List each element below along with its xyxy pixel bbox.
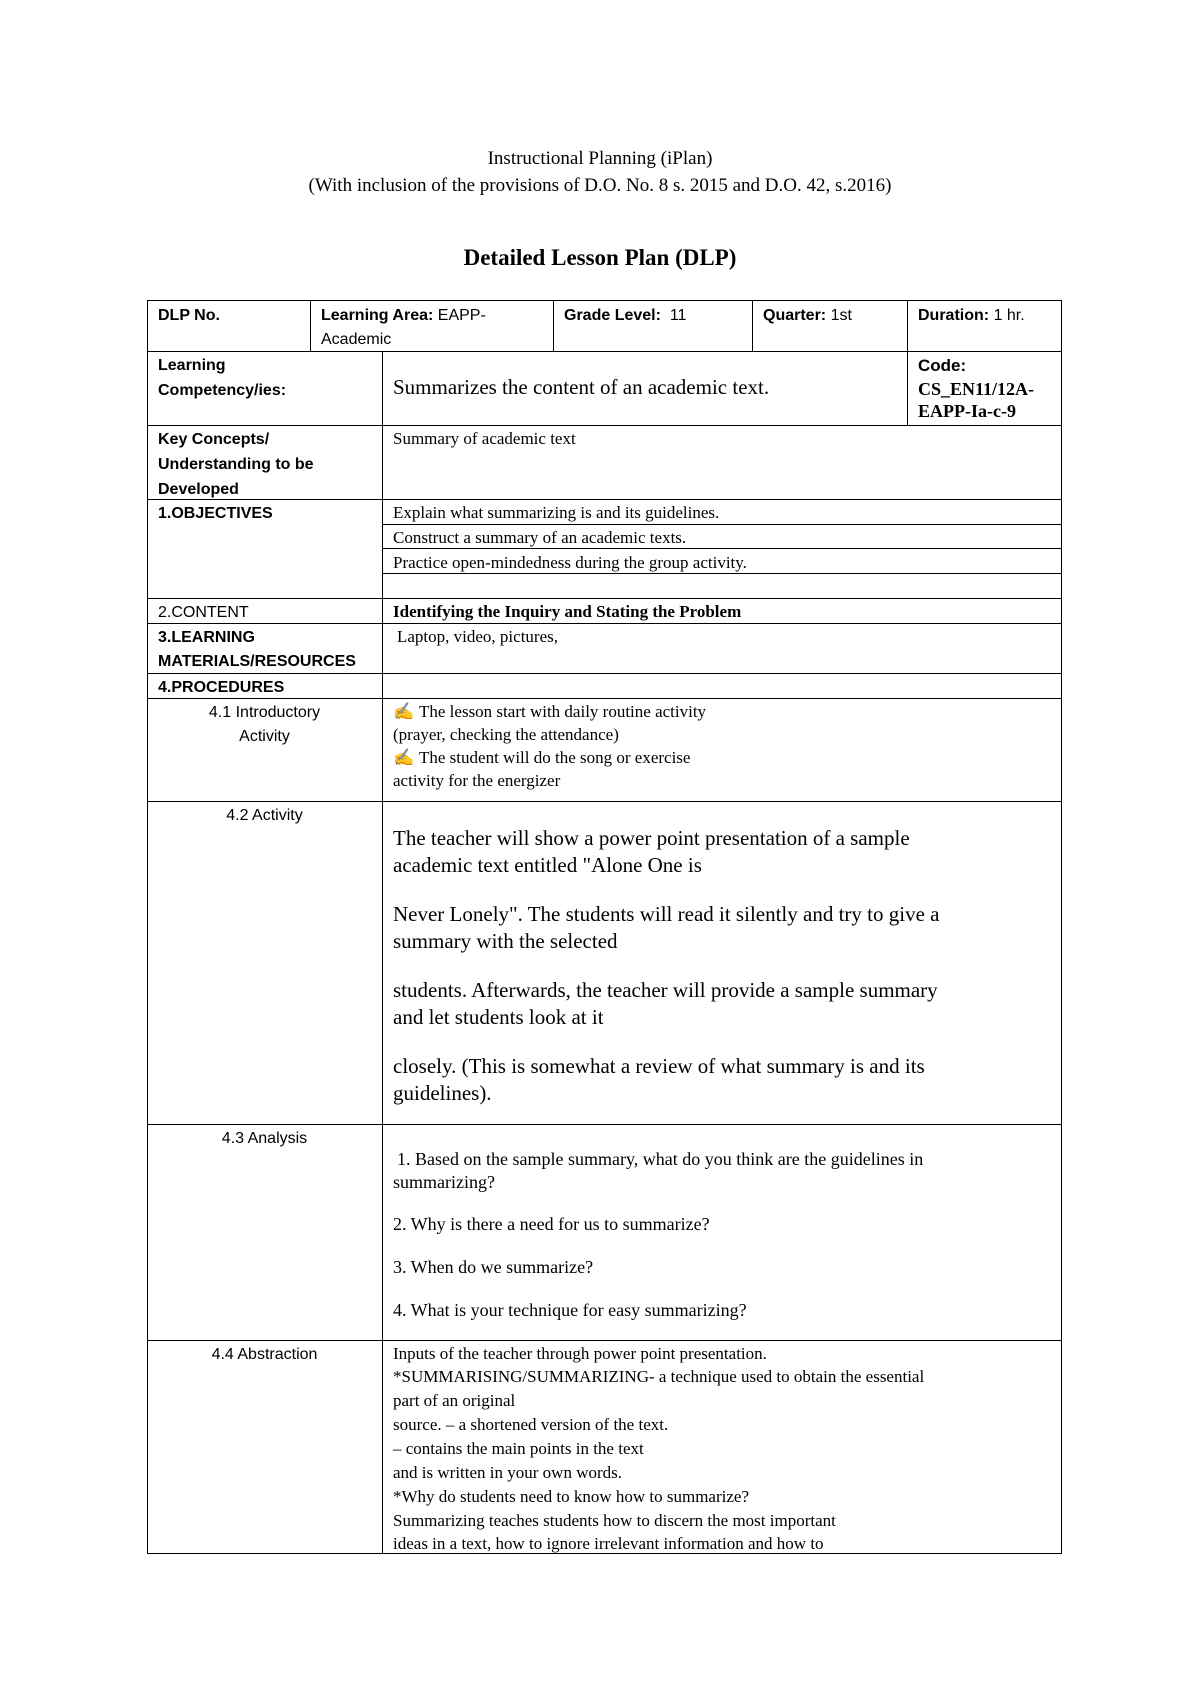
introductory-label-2: Activity <box>239 728 290 745</box>
quarter-field <box>763 306 852 325</box>
objective-item: Explain what summarizing is and its guidelines. <box>393 503 720 522</box>
abstraction-line: source. – a shortened version of the text. <box>393 1415 669 1434</box>
materials-label-1: 3.LEARNING <box>158 629 255 646</box>
abstraction-label: 4.4 Abstraction <box>211 1346 318 1363</box>
activity-label: 4.2 Activity <box>226 807 303 824</box>
analysis-question-2: 2. Why is there a need for us to summarize? <box>393 1214 710 1234</box>
activity-line: guidelines). <box>393 1081 492 1105</box>
activity-line: closely. (This is somewhat a review of what summary is and its <box>393 1054 925 1078</box>
activity-line: students. Afterwards, the teacher will provide a sample summary <box>393 978 938 1002</box>
materials-label-2: MATERIALS/RESOURCES <box>158 653 356 670</box>
document-title: Detailed Lesson Plan (DLP) <box>463 245 737 270</box>
activity-line: summary with the selected <box>393 929 618 953</box>
learning-area-label: Learning Area: <box>321 307 434 324</box>
abstraction-line: part of an original <box>393 1391 516 1410</box>
intro-line-1: ✍ The lesson start with daily routine activity <box>393 702 707 721</box>
competency-label-2: Competency/ies: <box>158 382 287 399</box>
analysis-question-1-cont: summarizing? <box>393 1172 495 1192</box>
objectives-label: 1.OBJECTIVES <box>158 505 273 522</box>
activity-line: academic text entitled "Alone One is <box>393 853 702 877</box>
abstraction-line: Inputs of the teacher through power point presentation. <box>393 1344 767 1363</box>
dlp-no-label: DLP No. <box>158 307 220 324</box>
learning-area-field <box>321 306 486 325</box>
document-subtitle: Instructional Planning (iPlan) <box>487 148 713 169</box>
key-concepts-label-2: Understanding to be <box>158 456 314 473</box>
duration-label: Duration: <box>918 307 990 324</box>
intro-line-4: activity for the energizer <box>393 771 561 790</box>
document-provisions: (With inclusion of the provisions of D.O. No. 8 s. 2015 and D.O. 42, s.2016) <box>308 175 892 196</box>
analysis-question-1: 1. Based on the sample summary, what do you think are the guidelines in <box>397 1149 924 1169</box>
objective-item: Construct a summary of an academic texts. <box>393 528 687 547</box>
abstraction-line: Summarizing teaches students how to discern the most important <box>393 1511 836 1530</box>
activity-line: The teacher will show a power point presentation of a sample <box>393 826 910 850</box>
activity-line: and let students look at it <box>393 1005 604 1029</box>
writing-hand-icon: ✍ <box>393 748 415 767</box>
key-concepts-value: Summary of academic text <box>393 429 576 448</box>
analysis-question-4: 4. What is your technique for easy summarizing? <box>393 1300 747 1320</box>
materials-value: Laptop, video, pictures, <box>397 627 558 646</box>
content-value: Identifying the Inquiry and Stating the Problem <box>393 602 742 621</box>
learning-area-value: EAPP- <box>437 307 486 324</box>
grade-level-value: 11 <box>669 307 687 324</box>
analysis-label: 4.3 Analysis <box>221 1130 308 1147</box>
grade-level-field <box>564 306 686 325</box>
intro-line-2: (prayer, checking the attendance) <box>393 725 619 744</box>
competency-value: Summarizes the content of an academic text. <box>393 375 770 399</box>
activity-line: Never Lonely". The students will read it silently and try to give a <box>393 902 940 926</box>
duration-value: 1 hr. <box>993 307 1025 324</box>
abstraction-line: *Why do students need to know how to summarize? <box>393 1487 749 1506</box>
objective-item: Practice open-mindedness during the group activity. <box>393 553 747 572</box>
learning-area-value-cont: Academic <box>321 331 392 348</box>
code-label: Code: <box>918 356 967 375</box>
procedures-label: 4.PROCEDURES <box>158 679 285 696</box>
writing-hand-icon: ✍ <box>393 702 415 721</box>
abstraction-line: ideas in a text, how to ignore irrelevant information and how to <box>393 1534 824 1553</box>
content-label: 2.CONTENT <box>158 604 249 621</box>
quarter-label: Quarter: <box>763 307 827 324</box>
intro-line-3: ✍ The student will do the song or exercise <box>393 748 691 767</box>
key-concepts-label-3: Developed <box>158 481 239 498</box>
code-value-2: EAPP-Ia-c-9 <box>918 401 1016 421</box>
quarter-value: 1st <box>830 307 852 324</box>
introductory-label-1: 4.1 Introductory <box>208 704 321 721</box>
abstraction-line: – contains the main points in the text <box>393 1439 644 1458</box>
abstraction-line: *SUMMARISING/SUMMARIZING- a technique used to obtain the essential <box>393 1367 925 1386</box>
key-concepts-label-1: Key Concepts/ <box>158 431 270 448</box>
abstraction-line: and is written in your own words. <box>393 1463 623 1482</box>
competency-label-1: Learning <box>158 357 226 374</box>
analysis-question-3: 3. When do we summarize? <box>393 1257 594 1277</box>
code-value-1: CS_EN11/12A- <box>918 379 1035 399</box>
duration-field <box>918 306 1025 325</box>
grade-level-label: Grade Level: <box>564 307 661 324</box>
